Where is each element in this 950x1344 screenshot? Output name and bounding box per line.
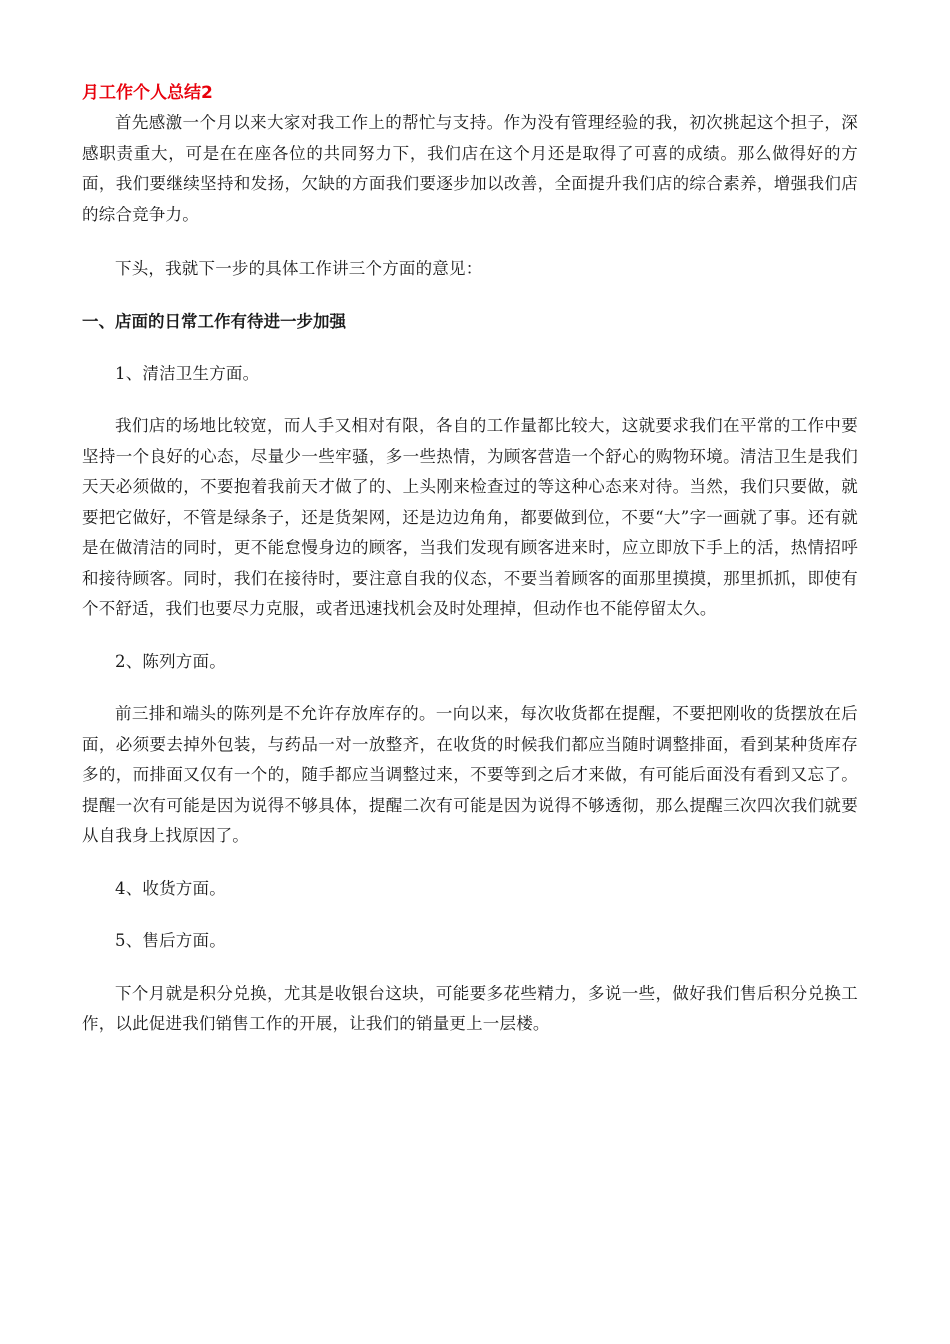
document-title: 月工作个人总结2 <box>82 83 213 103</box>
item-1-title: 1、清洁卫生方面。 <box>115 363 260 383</box>
intro-paragraph: 首先感激一个月以来大家对我工作上的帮忙与支持。作为没有管理经验的我，初次挑起这个担子，深感职责重大，可是在在座各位的共同努力下，我们店在这个月还是取得了可喜的成绩。那么做得好的方面，我们要继续坚持和发扬，欠缺的方面我们要逐步加以改善，全面提升我们店的综合素养，增强我们店的综合竞争力。 <box>82 113 858 224</box>
item-2-title: 2、陈列方面。 <box>115 651 226 671</box>
document-body <box>82 78 858 1040</box>
item-5-body: 下个月就是积分兑换，尤其是收银台这块，可能要多花些精力，多说一些，做好我们售后积分兑换工作，以此促进我们销售工作的开展，让我们的销量更上一层楼。 <box>82 983 858 1033</box>
item-1-body: 我们店的场地比较宽，而人手又相对有限，各自的工作量都比较大，这就要求我们在平常的工作中要坚持一个良好的心态，尽量少一些牢骚，多一些热情，为顾客营造一个舒心的购物环境。清洁卫生是我们天天必须做的，不要抱着我前天才做了的、上头刚来检查过的等这种心态来对待。当然，我们只要做，就要把它做好，不管是绿条子，还是货架网，还是边边角角，都要做到位，不要“大”字一画就了事。还有就是在做清洁的同时，更不能怠慢身边的顾客，当我们发现有顾客进来时，应立即放下手上的活，热情招呼和接待顾客。同时，我们在接待时，要注意自我的仪态，不要当着顾客的面那里摸摸，那里抓抓，即使有个不舒适，我们也要尽力克服，或者迅速找机会及时处理掉，但动作也不能停留太久。 <box>82 416 858 618</box>
item-5-title: 5、售后方面。 <box>115 931 226 950</box>
section-heading-1: 一、店面的日常工作有待进一步加强 <box>82 311 346 331</box>
transition-paragraph: 下头，我就下一步的具体工作讲三个方面的意见： <box>115 259 483 278</box>
item-2-body: 前三排和端头的陈列是不允许存放库存的。一向以来，每次收货都在提醒，不要把刚收的货摆放在后面，必须要去掉外包装，与药品一对一放整齐，在收货的时候我们都应当随时调整排面，看到某种货库存多的，而排面又仅有一个的，随手都应当调整过来，不要等到之后才来做，有可能后面没有看到又忘了。提醒一次有可能是因为说得不够具体，提醒二次有可能是因为说得不够透彻，那么提醒三次四次我们就要从自我身上找原因了。 <box>82 704 858 845</box>
item-4-title: 4、收货方面。 <box>115 878 226 898</box>
